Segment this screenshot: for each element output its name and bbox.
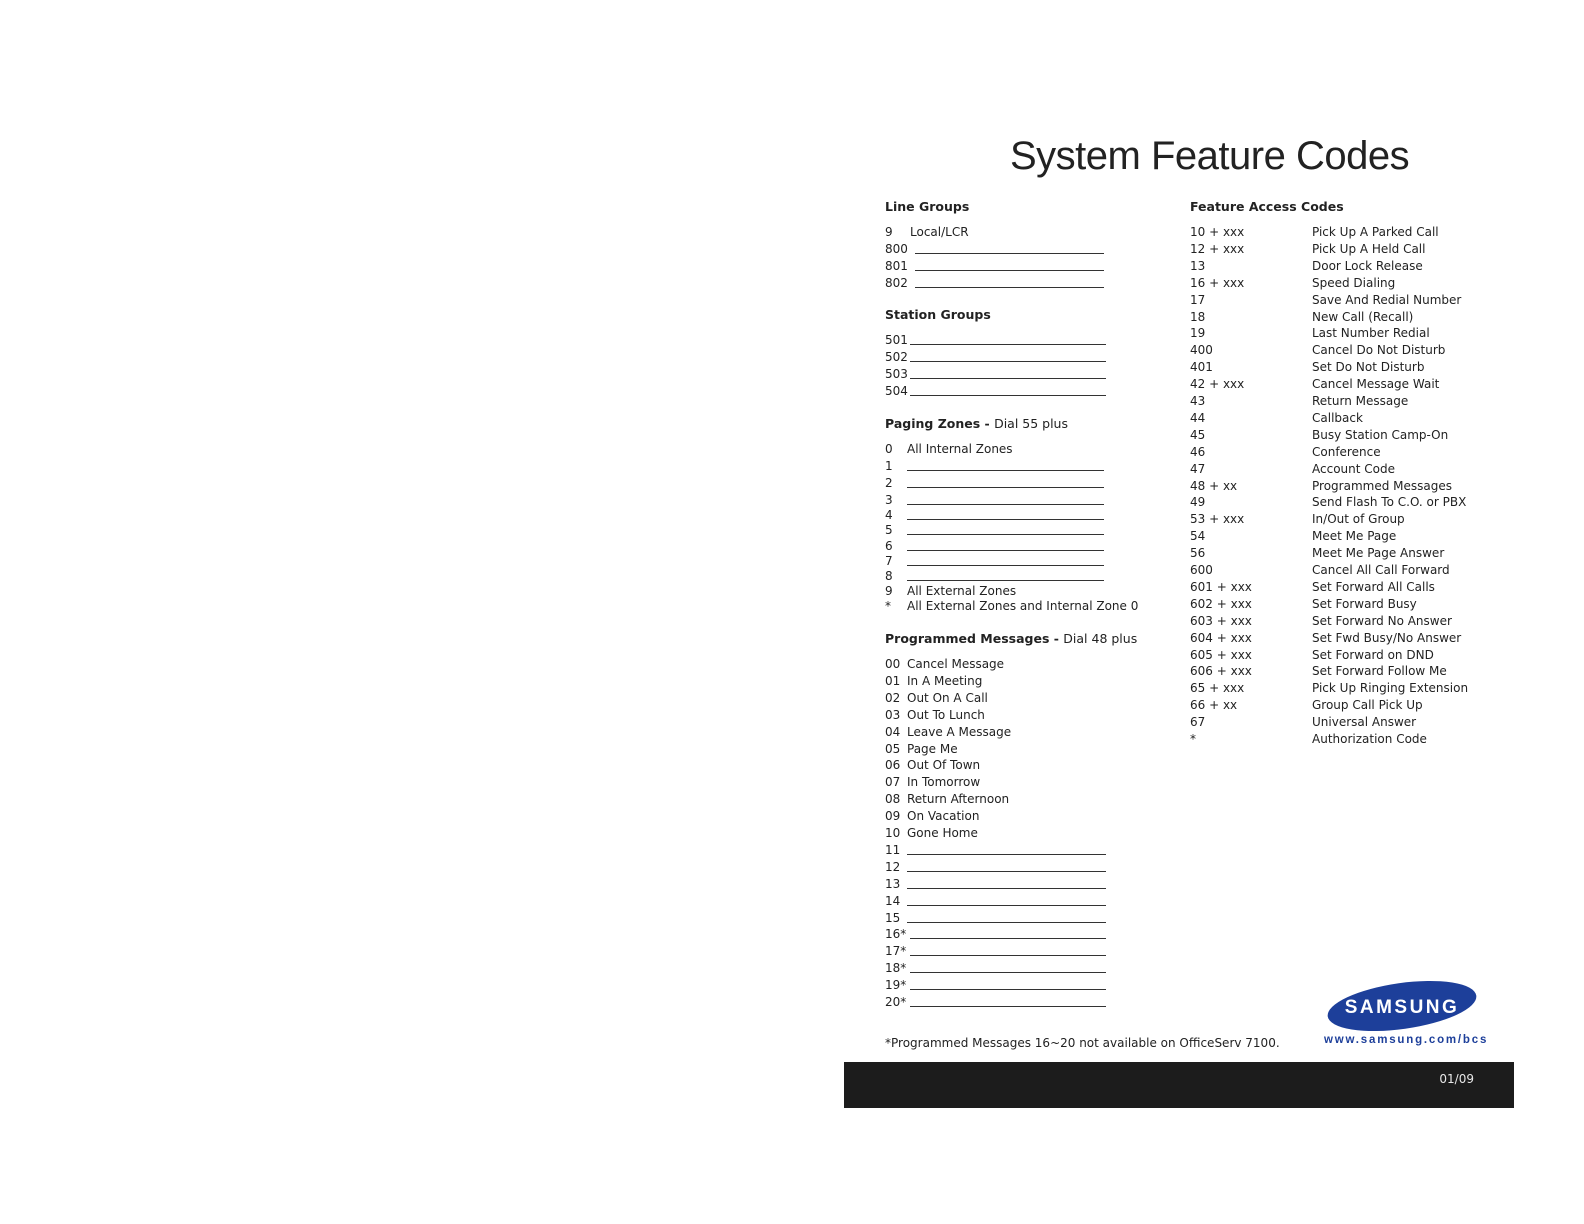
fill-in-blank-line[interactable] xyxy=(907,922,1106,923)
feature-description: Speed Dialing xyxy=(1312,275,1396,290)
item-number: 3 xyxy=(885,493,893,507)
feature-code-row xyxy=(1190,528,1470,544)
feature-code: 48 + xx xyxy=(1190,478,1238,493)
list-item xyxy=(885,943,1125,959)
item-label: Out On A Call xyxy=(907,690,988,705)
list-item xyxy=(885,507,1125,523)
list-item xyxy=(885,258,1125,274)
feature-description: Conference xyxy=(1312,444,1381,459)
feature-code: 66 + xx xyxy=(1190,698,1238,713)
feature-code: 600 xyxy=(1190,563,1213,577)
feature-code-row xyxy=(1190,511,1470,527)
feature-description: Cancel All Call Forward xyxy=(1312,563,1450,577)
item-label: All External Zones xyxy=(907,584,1017,598)
feature-description: Set Forward on DND xyxy=(1312,647,1434,662)
feature-code-row xyxy=(1190,562,1470,578)
item-number: 05 xyxy=(885,741,901,756)
feature-description: Pick Up A Held Call xyxy=(1312,241,1426,256)
samsung-logo-text: SAMSUNG xyxy=(1344,997,1460,1018)
item-number: 09 xyxy=(885,809,901,824)
list-item xyxy=(885,994,1125,1010)
feature-description: Cancel Message Wait xyxy=(1312,377,1440,392)
list-item xyxy=(885,724,1125,740)
fill-in-blank-line[interactable] xyxy=(907,565,1104,566)
fill-in-blank-line[interactable] xyxy=(907,888,1106,889)
footer-date: 01/09 xyxy=(1439,1072,1474,1086)
item-number: 504 xyxy=(885,384,908,398)
feature-code-row xyxy=(1190,359,1470,375)
footnote: *Programmed Messages 16~20 not available on OfficeServ 7100. xyxy=(885,1036,1280,1050)
list-item xyxy=(885,275,1125,291)
feature-description: Set Forward All Calls xyxy=(1312,579,1435,594)
item-number: 501 xyxy=(885,333,908,347)
programmed-messages-title: Programmed Messages - xyxy=(885,631,1064,646)
item-number: 2 xyxy=(885,476,893,490)
item-number: 06 xyxy=(885,758,901,773)
list-item xyxy=(885,458,1125,474)
item-number: 9 xyxy=(885,225,893,239)
list-item xyxy=(885,825,1125,841)
list-item xyxy=(885,707,1125,723)
feature-code: 605 + xxx xyxy=(1190,647,1252,662)
feature-description: New Call (Recall) xyxy=(1312,309,1414,324)
list-item xyxy=(885,842,1125,858)
item-number: 5 xyxy=(885,523,893,537)
feature-code: 400 xyxy=(1190,343,1213,358)
fill-in-blank-line[interactable] xyxy=(907,854,1106,855)
list-item xyxy=(885,656,1125,672)
feature-code-row xyxy=(1190,224,1470,240)
item-number: 14 xyxy=(885,893,901,908)
paging-zones-heading xyxy=(885,416,1068,431)
feature-code: 56 xyxy=(1190,546,1206,561)
item-label: Out To Lunch xyxy=(907,707,985,722)
list-item xyxy=(885,893,1125,909)
feature-code-row xyxy=(1190,545,1470,561)
item-number: 9 xyxy=(885,584,893,598)
feature-code-row xyxy=(1190,393,1470,409)
list-item xyxy=(885,568,1125,584)
feature-description: Last Number Redial xyxy=(1312,326,1430,341)
station-groups-heading: Station Groups xyxy=(885,307,991,322)
feature-code: 47 xyxy=(1190,461,1206,476)
feature-code: 65 + xxx xyxy=(1190,681,1245,696)
item-number: 0 xyxy=(885,442,893,456)
list-item xyxy=(885,383,1125,399)
feature-code: 606 + xxx xyxy=(1190,664,1252,679)
feature-description: Universal Answer xyxy=(1312,715,1417,730)
feature-code: 18 xyxy=(1190,309,1206,324)
fill-in-blank-line[interactable] xyxy=(910,378,1106,379)
item-number: 01 xyxy=(885,673,901,688)
list-item xyxy=(885,690,1125,706)
paging-zones-title: Paging Zones - xyxy=(885,416,995,431)
fill-in-blank-line[interactable] xyxy=(910,938,1106,939)
feature-code-row xyxy=(1190,376,1470,392)
item-number: 20* xyxy=(885,995,907,1009)
list-item xyxy=(885,977,1125,993)
samsung-url[interactable]: www.samsung.com/bcs xyxy=(1324,1034,1489,1046)
feature-description: In/Out of Group xyxy=(1312,512,1405,527)
item-label: In Tomorrow xyxy=(907,775,981,790)
item-number: 08 xyxy=(885,792,901,807)
feature-description: Meet Me Page xyxy=(1312,529,1397,544)
feature-code-row xyxy=(1190,579,1470,595)
item-number: 19* xyxy=(885,978,907,993)
feature-code-row xyxy=(1190,478,1470,494)
item-number: 18* xyxy=(885,961,907,976)
feature-code: 401 xyxy=(1190,360,1213,375)
feature-description: Set Fwd Busy/No Answer xyxy=(1312,630,1462,645)
item-number: 17* xyxy=(885,944,907,959)
fill-in-blank-line[interactable] xyxy=(907,580,1104,581)
feature-code-row xyxy=(1190,292,1470,308)
feature-description: Cancel Do Not Disturb xyxy=(1312,343,1446,358)
feature-code: 53 + xxx xyxy=(1190,512,1245,527)
item-number: 502 xyxy=(885,350,908,364)
feature-code: 46 xyxy=(1190,444,1206,459)
fill-in-blank-line[interactable] xyxy=(907,519,1104,520)
programmed-messages-heading xyxy=(885,631,1137,646)
feature-code-row xyxy=(1190,663,1470,679)
list-item xyxy=(885,757,1125,773)
feature-description: Save And Redial Number xyxy=(1312,292,1462,307)
item-number: 4 xyxy=(885,508,893,522)
feature-code-row xyxy=(1190,630,1470,646)
feature-description: Set Forward No Answer xyxy=(1312,613,1452,628)
feature-code: * xyxy=(1190,732,1196,746)
item-number: 1 xyxy=(885,459,893,473)
programmed-messages-dial-instruction: Dial 48 plus xyxy=(1063,631,1138,646)
fill-in-blank-line[interactable] xyxy=(907,871,1106,872)
item-number: 800 xyxy=(885,242,908,256)
feature-code-row xyxy=(1190,427,1470,443)
item-number: 503 xyxy=(885,367,908,381)
feature-code: 16 + xxx xyxy=(1190,275,1245,290)
feature-description: Group Call Pick Up xyxy=(1312,698,1423,713)
item-label: Return Afternoon xyxy=(907,792,1010,807)
item-label: On Vacation xyxy=(907,809,980,824)
feature-code: 43 xyxy=(1190,394,1206,408)
item-label: In A Meeting xyxy=(907,673,983,688)
item-label: Leave A Message xyxy=(907,724,1012,739)
feature-description: Door Lock Release xyxy=(1312,258,1423,273)
feature-description: Pick Up Ringing Extension xyxy=(1312,681,1469,696)
list-item xyxy=(885,492,1125,508)
feature-description: Authorization Code xyxy=(1312,732,1427,746)
feature-code: 10 + xxx xyxy=(1190,225,1245,239)
fill-in-blank-line[interactable] xyxy=(910,972,1106,973)
paging-zones-dial-instruction: Dial 55 plus xyxy=(994,416,1068,431)
item-number: 6 xyxy=(885,539,893,553)
list-item xyxy=(885,366,1125,382)
fill-in-blank-line[interactable] xyxy=(910,395,1106,396)
fill-in-blank-line[interactable] xyxy=(915,270,1104,271)
item-number: 15 xyxy=(885,910,901,925)
feature-code: 604 + xxx xyxy=(1190,630,1252,645)
feature-code: 54 xyxy=(1190,529,1206,544)
feature-code-row xyxy=(1190,325,1470,341)
fill-in-blank-line[interactable] xyxy=(907,487,1104,488)
item-number: 03 xyxy=(885,707,901,722)
feature-code-row xyxy=(1190,410,1470,426)
item-number: 16* xyxy=(885,927,907,942)
list-item xyxy=(885,332,1125,348)
feature-code-row xyxy=(1190,461,1470,477)
feature-code: 13 xyxy=(1190,258,1206,273)
fill-in-blank-line[interactable] xyxy=(910,344,1106,345)
list-item xyxy=(885,522,1125,538)
feature-description: Busy Station Camp-On xyxy=(1312,427,1449,442)
item-label: All External Zones and Internal Zone 0 xyxy=(907,599,1139,613)
feature-code-row xyxy=(1190,697,1470,713)
feature-description: Meet Me Page Answer xyxy=(1312,546,1445,561)
fill-in-blank-line[interactable] xyxy=(910,989,1106,990)
item-number: 02 xyxy=(885,690,901,705)
page-title: System Feature Codes xyxy=(1010,134,1410,178)
fill-in-blank-line[interactable] xyxy=(910,955,1106,956)
item-label: Local/LCR xyxy=(910,225,969,239)
item-number: 11 xyxy=(885,842,901,857)
item-number: 04 xyxy=(885,724,901,739)
feature-code: 601 + xxx xyxy=(1190,579,1252,594)
fill-in-blank-line[interactable] xyxy=(915,253,1104,254)
feature-code-row xyxy=(1190,731,1470,747)
feature-description: Callback xyxy=(1312,410,1363,425)
list-item xyxy=(885,598,1139,614)
feature-description: Pick Up A Parked Call xyxy=(1312,225,1439,239)
list-item xyxy=(885,224,1125,240)
feature-code: 17 xyxy=(1190,292,1206,307)
feature-code: 602 + xxx xyxy=(1190,596,1252,611)
feature-code: 49 xyxy=(1190,495,1206,510)
feature-code: 603 + xxx xyxy=(1190,613,1252,628)
feature-code: 42 + xxx xyxy=(1190,377,1245,392)
fill-in-blank-line[interactable] xyxy=(907,470,1104,471)
feature-description: Set Forward Busy xyxy=(1312,596,1417,611)
list-item xyxy=(885,876,1125,892)
feature-code-row xyxy=(1190,309,1470,325)
footer-bar xyxy=(844,1062,1514,1108)
list-item xyxy=(885,475,1125,491)
list-item xyxy=(885,241,1125,257)
fill-in-blank-line[interactable] xyxy=(907,534,1104,535)
feature-code: 45 xyxy=(1190,427,1206,442)
feature-code-row xyxy=(1190,613,1470,629)
feature-code-row xyxy=(1190,275,1470,291)
feature-code-row xyxy=(1190,596,1470,612)
feature-code-row xyxy=(1190,714,1470,730)
list-item xyxy=(885,791,1125,807)
feature-description: Set Do Not Disturb xyxy=(1312,360,1425,375)
list-item xyxy=(885,349,1125,365)
samsung-logo xyxy=(1326,980,1478,1032)
fill-in-blank-line[interactable] xyxy=(910,361,1106,362)
feature-access-codes-heading: Feature Access Codes xyxy=(1190,199,1344,214)
feature-description: Return Message xyxy=(1312,394,1409,408)
item-label: All Internal Zones xyxy=(907,442,1013,456)
fill-in-blank-line[interactable] xyxy=(907,550,1104,551)
fill-in-blank-line[interactable] xyxy=(907,504,1104,505)
item-number: 07 xyxy=(885,775,901,790)
item-number: 12 xyxy=(885,859,901,874)
feature-code-row xyxy=(1190,241,1470,257)
feature-description: Send Flash To C.O. or PBX xyxy=(1312,495,1467,510)
fill-in-blank-line[interactable] xyxy=(915,287,1104,288)
feature-code-row xyxy=(1190,342,1470,358)
list-item xyxy=(885,583,1125,599)
list-item xyxy=(885,538,1125,554)
feature-code: 19 xyxy=(1190,326,1206,341)
list-item xyxy=(885,859,1125,875)
list-item xyxy=(885,960,1125,976)
item-number: 7 xyxy=(885,554,893,568)
list-item xyxy=(885,808,1125,824)
feature-description: Set Forward Follow Me xyxy=(1312,664,1447,679)
feature-code-row xyxy=(1190,680,1470,696)
item-label: Cancel Message xyxy=(907,657,1005,671)
item-number: * xyxy=(885,599,891,613)
feature-code: 67 xyxy=(1190,715,1206,730)
fill-in-blank-line[interactable] xyxy=(910,1006,1106,1007)
item-number: 13 xyxy=(885,876,901,891)
feature-code: 44 xyxy=(1190,410,1206,425)
feature-code-row xyxy=(1190,494,1470,510)
feature-description: Account Code xyxy=(1312,461,1395,476)
line-groups-heading: Line Groups xyxy=(885,199,970,214)
item-number: 8 xyxy=(885,569,893,583)
fill-in-blank-line[interactable] xyxy=(907,905,1106,906)
list-item xyxy=(885,441,1125,457)
item-number: 802 xyxy=(885,276,908,290)
list-item xyxy=(885,926,1125,942)
item-number: 00 xyxy=(885,657,901,671)
item-number: 801 xyxy=(885,259,908,273)
feature-code: 12 + xxx xyxy=(1190,241,1245,256)
feature-code-row xyxy=(1190,258,1470,274)
list-item xyxy=(885,774,1125,790)
feature-description: Programmed Messages xyxy=(1312,478,1452,493)
item-number: 10 xyxy=(885,826,901,840)
item-label: Gone Home xyxy=(907,826,978,840)
list-item xyxy=(885,553,1125,569)
feature-code-row xyxy=(1190,444,1470,460)
item-label: Page Me xyxy=(907,741,958,756)
feature-code-row xyxy=(1190,647,1470,663)
list-item xyxy=(885,910,1125,926)
item-label: Out Of Town xyxy=(907,758,981,773)
list-item xyxy=(885,673,1125,689)
list-item xyxy=(885,741,1125,757)
